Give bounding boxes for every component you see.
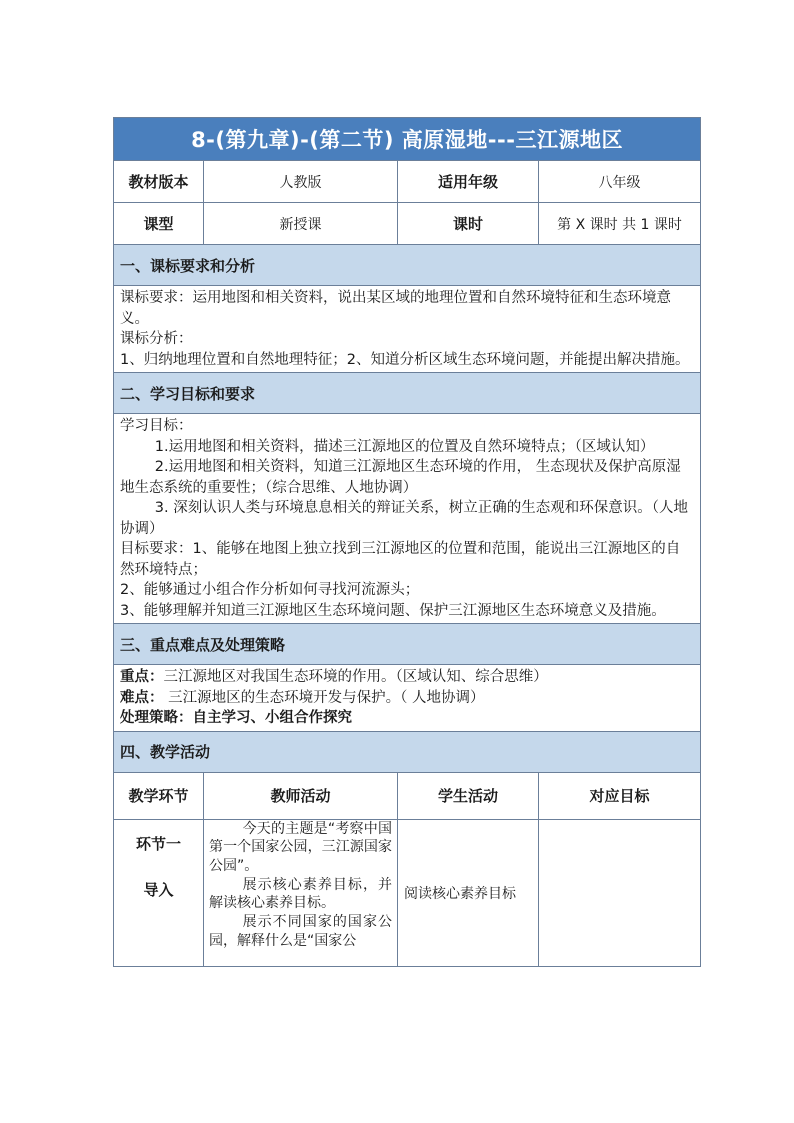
textbook-label: 教材版本: [114, 161, 204, 203]
key-point-label: 重点：: [120, 669, 164, 685]
section-heading: 三、重点难点及处理策略: [114, 624, 701, 665]
section-heading: 一、课标要求和分析: [114, 245, 701, 286]
requirement-item: 3、能够理解并知道三江源地区生态环境问题、保护三江源地区生态环境意义及措施。: [120, 602, 666, 619]
period-label: 课时: [398, 203, 539, 245]
difficult-point: [120, 688, 694, 709]
key-point: [120, 667, 694, 688]
stage-cell: [114, 819, 204, 966]
column-header-teacher: 教师活动: [204, 772, 398, 819]
teacher-activity-item: 展示不同国家的国家公园，解释什么是“国家公: [209, 914, 392, 949]
curriculum-analysis-text: 1、归纳地理位置和自然地理特征；2、知道分析区域生态环境问题，并能提出解决措施。: [120, 351, 690, 368]
teacher-activity: [204, 820, 397, 966]
column-header-target: 对应目标: [539, 772, 701, 819]
curriculum-requirement: 课标要求：运用地图和相关资料，说出某区域的地理位置和自然环境特征和生态环境意义。: [120, 290, 671, 327]
textbook-value: 人教版: [204, 161, 398, 203]
stage-title: 导入: [143, 880, 174, 899]
teacher-activity-item: 今天的主题是“考察中国第一个国家公园，三江源国家公园”。: [209, 820, 392, 874]
teacher-activity-item: 展示核心素养目标，并解读核心素养目标。: [209, 876, 392, 912]
section-heading: 二、学习目标和要求: [114, 373, 701, 414]
stage-name: 环节一: [135, 834, 181, 853]
key-difficult-points: [114, 665, 701, 732]
lesson-plan-table: [113, 117, 701, 967]
lesson-plan-page: [113, 117, 700, 967]
grade-value: 八年级: [539, 161, 701, 203]
key-point-text: 三江源地区对我国生态环境的作用。（区域认知、综合思维）: [163, 669, 548, 685]
target-cell: [539, 819, 701, 966]
curriculum-analysis: [114, 286, 701, 373]
column-header-student: 学生活动: [398, 772, 539, 819]
document-title: 8-(第九章)-(第二节) 高原湿地---三江源地区: [114, 118, 701, 161]
lesson-type-label: 课型: [114, 203, 204, 245]
section-heading: 四、教学活动: [114, 731, 701, 772]
student-activity: 阅读核心素养目标: [398, 819, 539, 966]
objectives-intro: 学习目标：: [120, 418, 193, 434]
difficult-point-label: 难点：: [120, 689, 164, 706]
table-row: [114, 819, 701, 966]
requirement-item: 目标要求：1、能够在地图上独立找到三江源地区的位置和范围，能说出三江源地区的自然环境特点；: [120, 541, 681, 578]
teacher-activity-cell: [204, 819, 398, 966]
requirement-item: 2、能够通过小组合作分析如何寻找河流源头；: [120, 582, 420, 598]
column-header-stage: 教学环节: [114, 772, 204, 819]
learning-objectives: [114, 414, 701, 624]
strategy: 处理策略：自主学习、小组合作探究: [120, 710, 352, 726]
objective-item: 3. 深刻认识人类与环境息息相关的辩证关系，树立正确的生态观和环保意识。（人地协调）: [120, 500, 688, 537]
lesson-type-value: 新授课: [204, 203, 398, 245]
difficult-point-text: 三江源地区的生态环境开发与保护。（ 人地协调）: [163, 689, 485, 706]
objective-item: 1.运用地图和相关资料，描述三江源地区的位置及自然环境特点；（区域认知）: [154, 438, 655, 455]
objective-item: 2.运用地图和相关资料，知道三江源地区生态环境的作用， 生态现状及保护高原湿地生态系统的重要性；（综合思维、人地协调）: [120, 459, 681, 496]
curriculum-analysis-label: 课标分析：: [120, 331, 193, 347]
grade-label: 适用年级: [398, 161, 539, 203]
period-value: 第 X 课时 共 1 课时: [539, 203, 701, 245]
